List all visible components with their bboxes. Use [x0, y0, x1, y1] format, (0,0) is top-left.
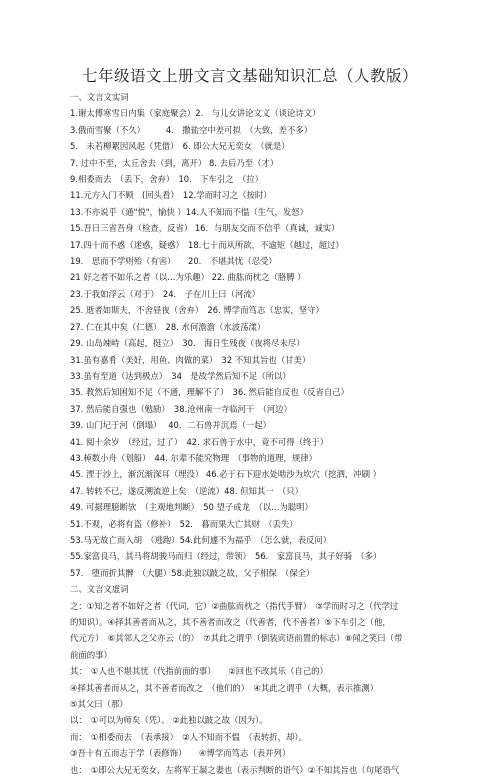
text-line: 13.不亦说乎（通"悦"，愉快 ）14.人不知而不愠（生气，发怒） — [70, 206, 309, 217]
text-line: 49. 可据理臆断欤 （主观地判断） 50 望子成龙 （以…为聪明） — [70, 502, 313, 513]
text-line: 17.四十而不惑（迷惑，疑惑） 18.七十而从所欲，不逾矩（越过，超过） — [70, 239, 344, 250]
text-line: 39. 山门圮于河（倒塌） 40．二石兽并沉焉（一起） — [70, 420, 271, 431]
text-line: 而： ①相委而去 （表承接） ②人不知而不愠 （表转折，却）。 — [70, 731, 307, 742]
text-line: 5． 未若柳絮因风起（凭借） 6. 即公大兄无奕女 （就是） — [70, 141, 290, 152]
text-line: ③吾十有五而志于学（表修饰） ④博学而笃志（表并列） — [70, 748, 291, 759]
text-line: 35. 教然后知困知不足（不通，理解不了） 36. 然后能自反也（反省自己） — [70, 387, 350, 398]
text-line: 47. 转转不已，遂反溯流逆上矣 （逆流）48. 但知其一 （只） — [70, 485, 303, 496]
text-line: 前面的事） — [70, 649, 112, 660]
text-line: 45. 湮于沙上，渐沉渐深耳（埋没） 46.必于石下迎水处啮沙为坎穴（挖洒，冲刷 ） — [70, 469, 381, 480]
text-line: 3.俄而雪聚（不久） 4． 撒盐空中差可拟 （大致，差不多） — [70, 124, 313, 135]
document-title: 七年级语文上册文言文基础知识汇总（人教版） — [81, 67, 418, 85]
text-line: 43.棹数小舟（划船） 44. 尔辈不能究物理 （事物的道理，规律） — [70, 452, 318, 463]
text-line: 51.不观，必将有盗（修补） 52． 暮而果大亡其财 （丢失） — [70, 518, 298, 529]
text-line: 代元方） ⑥其邻人之父亦云（的） ⑦其此之谓乎（倒装宾语前置的标志）⑧闻之笑曰（带 — [70, 633, 403, 644]
text-line: 其： ①人也不堪其忧（代指前面的事） ②回也不改其乐（自己的） — [70, 666, 328, 677]
text-line: 15.吾日三省吾身（检查，反省） 16．与朋友交而不信乎（真诚，诚实） — [70, 223, 340, 234]
text-line: 二、文言文虚词 — [70, 584, 129, 595]
text-line: 41. 阅十余岁 （经过，过了） 42. 求石兽于水中，竟不可得（终于） — [70, 436, 329, 447]
text-line: 33.虽有至道（达到极点） 34 是故学然后知不足（所以） — [70, 370, 291, 381]
text-line: 1.谢太傅寒雪日内集（家庭聚会）2． 与儿女讲论文义（谈论诗文） — [70, 108, 321, 119]
text-line: 29. 山岛竦峙（高起，挺立） 30． 海日生残夜（夜将尽未尽） — [70, 338, 305, 349]
text-line: 也： ①即公大兄无奕女，左将军王凝之妻也（表示判断的语气）②不知其旨也（句尾语气 — [70, 764, 400, 775]
text-line: 57． 堕而折其髀 （大腿）58.此独以跛之故，父子相保 （保全） — [70, 567, 315, 578]
text-line: 23.于我如浮云（对于） 24． 子在川上曰（河流） — [70, 288, 260, 299]
text-line: 21 好之者不如乐之者（以…为乐趣） 22. 曲肱而枕之（胳膊 ） — [70, 272, 306, 283]
text-line: 19． 思而不学则殆（有害） 20． 不堪其忧（忍受） — [70, 256, 277, 267]
text-line: 一、文言文实词 — [70, 92, 129, 102]
text-line: 9.相委而去 （丢下，舍弃） 10． 下车引之 （拉） — [70, 174, 263, 185]
text-line: 以： ①可以为师矣（凭）。 ②此独以跛之故（因为）。 — [70, 715, 268, 726]
text-line: ⑤其父曰（那） — [70, 699, 128, 710]
text-line: 55.家富良马，其马将胡骏马而归（经过，带领） 56． 家富良马，其子好骑 （多） — [70, 551, 382, 562]
text-line: ④择其善者而从之，其不善者而改之 （他们的） ④其此之谓乎（大概，表示推测） — [70, 682, 379, 693]
text-line: 27. 仁在其中矣（仁德） 28. 水何澹澹（水波荡漾） — [70, 321, 266, 332]
text-line: 37. 然后能自强也（勉励） 38.沧州南一寺临河干 （河边） — [70, 403, 292, 414]
text-line: 的知识）。④择其善者而从之，其不善者而改之（代善者，代不善者）⑤下车引之（他， — [70, 617, 391, 627]
document-body — [70, 89, 460, 778]
text-line: 11.元方入门不顾 (回头看） 12.学而时习之（按时） — [70, 190, 272, 201]
text-line: 之：①知之者不如好之者（代词，它）②曲肱而枕之（指代手臂） ③学而时习之（代学过 — [70, 600, 399, 611]
text-line: 53.马无故亡而入胡 （逃跑）54.此何遽不为福乎 （怎么就，表反问） — [70, 534, 332, 545]
text-line: 31.虽有嘉肴（美好，用鱼、肉做的菜） 32 不知其旨也（甘美） — [70, 354, 311, 365]
text-line: 25. 逝者如斯夫，不舍昼夜（舍弃） 26. 博学而笃志（忠实，坚守） — [70, 305, 324, 316]
text-line: 7. 过中不至，太丘舍去（到，离开） 8. 去后乃至（才） — [70, 157, 279, 168]
